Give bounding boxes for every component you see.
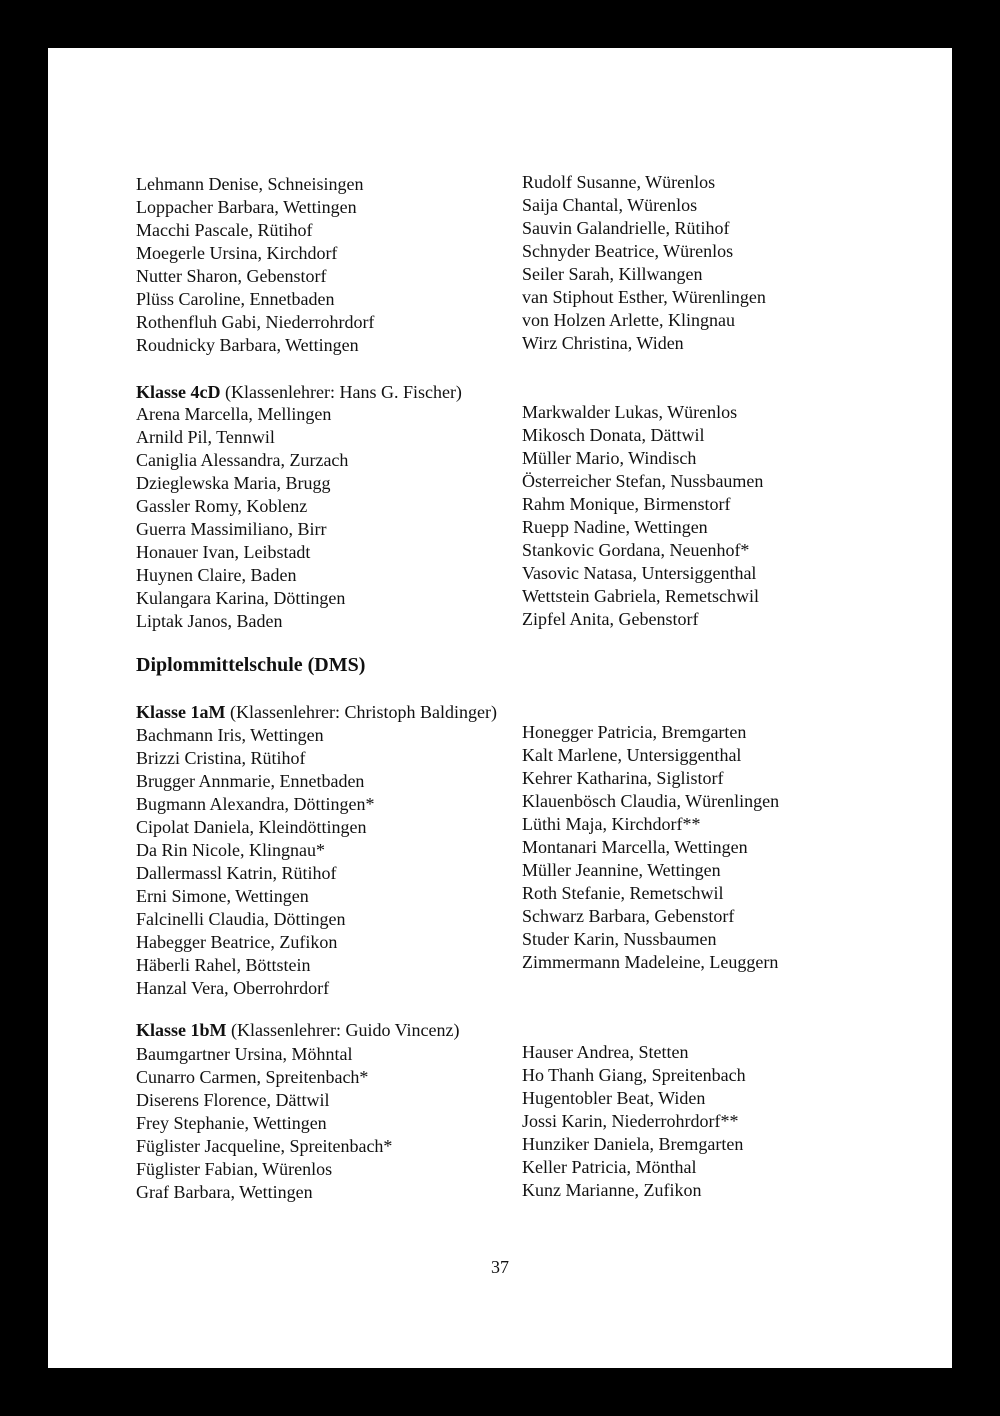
list-item: Gassler Romy, Koblenz [136,496,308,516]
list-item: Baumgartner Ursina, Möhntal [136,1044,353,1064]
list-item: Honauer Ivan, Leibstadt [136,542,311,562]
list-item: Wirz Christina, Widen [522,333,684,353]
list-item: Loppacher Barbara, Wettingen [136,197,357,217]
class-1am-heading [136,701,497,724]
class-1bm-heading [136,1019,460,1042]
list-item: Stankovic Gordana, Neuenhof* [522,540,750,560]
class-4cd-left-list [136,403,348,633]
class-name: Klasse 1aM [136,702,226,722]
top-right-list [522,171,766,355]
list-item: Füglister Jacqueline, Spreitenbach* [136,1136,393,1156]
class-teacher: (Klassenlehrer: Guido Vincenz) [231,1020,460,1040]
list-item: Honegger Patricia, Bremgarten [522,722,747,742]
list-item: Bachmann Iris, Wettingen [136,725,324,745]
list-item: Zimmermann Madeleine, Leuggern [522,952,779,972]
list-item: Frey Stephanie, Wettingen [136,1113,327,1133]
class-4cd-heading [136,381,462,404]
list-item: Arena Marcella, Mellingen [136,404,332,424]
top-left-list [136,173,374,357]
section-title: Diplommittelschule (DMS) [136,654,366,676]
list-item: Müller Jeannine, Wettingen [522,860,721,880]
list-item: Rudolf Susanne, Würenlos [522,172,716,192]
list-item: Rahm Monique, Birmenstorf [522,494,731,514]
class-teacher: (Klassenlehrer: Christoph Baldinger) [230,702,497,722]
list-item: von Holzen Arlette, Klingnau [522,310,735,330]
list-item: Kulangara Karina, Döttingen [136,588,346,608]
list-item: Arnild Pil, Tennwil [136,427,275,447]
list-item: Lüthi Maja, Kirchdorf** [522,814,701,834]
list-item: Keller Patricia, Mönthal [522,1157,697,1177]
list-item: Wettstein Gabriela, Remetschwil [522,586,759,606]
list-item: Cunarro Carmen, Spreitenbach* [136,1067,369,1087]
list-item: Falcinelli Claudia, Döttingen [136,909,346,929]
list-item: Roth Stefanie, Remetschwil [522,883,724,903]
list-item: Dallermassl Katrin, Rütihof [136,863,337,883]
list-item: Seiler Sarah, Killwangen [522,264,703,284]
list-item: Bugmann Alexandra, Döttingen* [136,794,375,814]
list-item: Studer Karin, Nussbaumen [522,929,717,949]
list-item: Diserens Florence, Dättwil [136,1090,330,1110]
list-item: Müller Mario, Windisch [522,448,697,468]
list-item: Hugentobler Beat, Widen [522,1088,706,1108]
list-item: Lehmann Denise, Schneisingen [136,174,364,194]
list-item: Jossi Karin, Niederrohrdorf** [522,1111,739,1131]
list-item: Ho Thanh Giang, Spreitenbach [522,1065,746,1085]
list-item: Mikosch Donata, Dättwil [522,425,705,445]
list-item: Rothenfluh Gabi, Niederrohrdorf [136,312,375,332]
list-item: Erni Simone, Wettingen [136,886,309,906]
list-item: Nutter Sharon, Gebenstorf [136,266,327,286]
page-number: 37 [491,1257,509,1277]
list-item: Klauenbösch Claudia, Würenlingen [522,791,780,811]
list-item: Plüss Caroline, Ennetbaden [136,289,335,309]
list-item: Hanzal Vera, Oberrohrdorf [136,978,330,998]
list-item: Kehrer Katharina, Siglistorf [522,768,724,788]
class-1bm-left-list [136,1043,392,1204]
list-item: Guerra Massimiliano, Birr [136,519,327,539]
class-teacher: (Klassenlehrer: Hans G. Fischer) [225,382,462,402]
list-item: Dzieglewska Maria, Brugg [136,473,331,493]
list-item: Hunziker Daniela, Bremgarten [522,1134,744,1154]
class-name: Klasse 1bM [136,1020,227,1040]
list-item: Sauvin Galandrielle, Rütihof [522,218,730,238]
class-name: Klasse 4cD [136,382,221,402]
list-item: Zipfel Anita, Gebenstorf [522,609,699,629]
list-item: Schnyder Beatrice, Würenlos [522,241,734,261]
list-item: Montanari Marcella, Wettingen [522,837,748,857]
list-item: Da Rin Nicole, Klingnau* [136,840,325,860]
list-item: Kunz Marianne, Zufikon [522,1180,702,1200]
list-item: Huynen Claire, Baden [136,565,297,585]
list-item: van Stiphout Esther, Würenlingen [522,287,766,307]
list-item: Österreicher Stefan, Nussbaumen [522,471,764,491]
list-item: Hauser Andrea, Stetten [522,1042,689,1062]
list-item: Häberli Rahel, Böttstein [136,955,311,975]
list-item: Cipolat Daniela, Kleindöttingen [136,817,367,837]
list-item: Vasovic Natasa, Untersiggenthal [522,563,757,583]
list-item: Macchi Pascale, Rütihof [136,220,313,240]
list-item: Roudnicky Barbara, Wettingen [136,335,359,355]
class-1am-right-list [522,721,779,974]
list-item: Habegger Beatrice, Zufikon [136,932,338,952]
list-item: Schwarz Barbara, Gebenstorf [522,906,735,926]
class-1bm-right-list [522,1041,746,1202]
list-item: Brugger Annmarie, Ennetbaden [136,771,365,791]
list-item: Liptak Janos, Baden [136,611,283,631]
list-item: Moegerle Ursina, Kirchdorf [136,243,338,263]
list-item: Kalt Marlene, Untersiggenthal [522,745,742,765]
list-item: Ruepp Nadine, Wettingen [522,517,708,537]
class-4cd-right-list [522,401,763,631]
class-1am-left-list [136,724,374,1000]
list-item: Graf Barbara, Wettingen [136,1182,313,1202]
list-item: Markwalder Lukas, Würenlos [522,402,738,422]
list-item: Saija Chantal, Würenlos [522,195,698,215]
list-item: Füglister Fabian, Würenlos [136,1159,333,1179]
list-item: Caniglia Alessandra, Zurzach [136,450,349,470]
list-item: Brizzi Cristina, Rütihof [136,748,306,768]
